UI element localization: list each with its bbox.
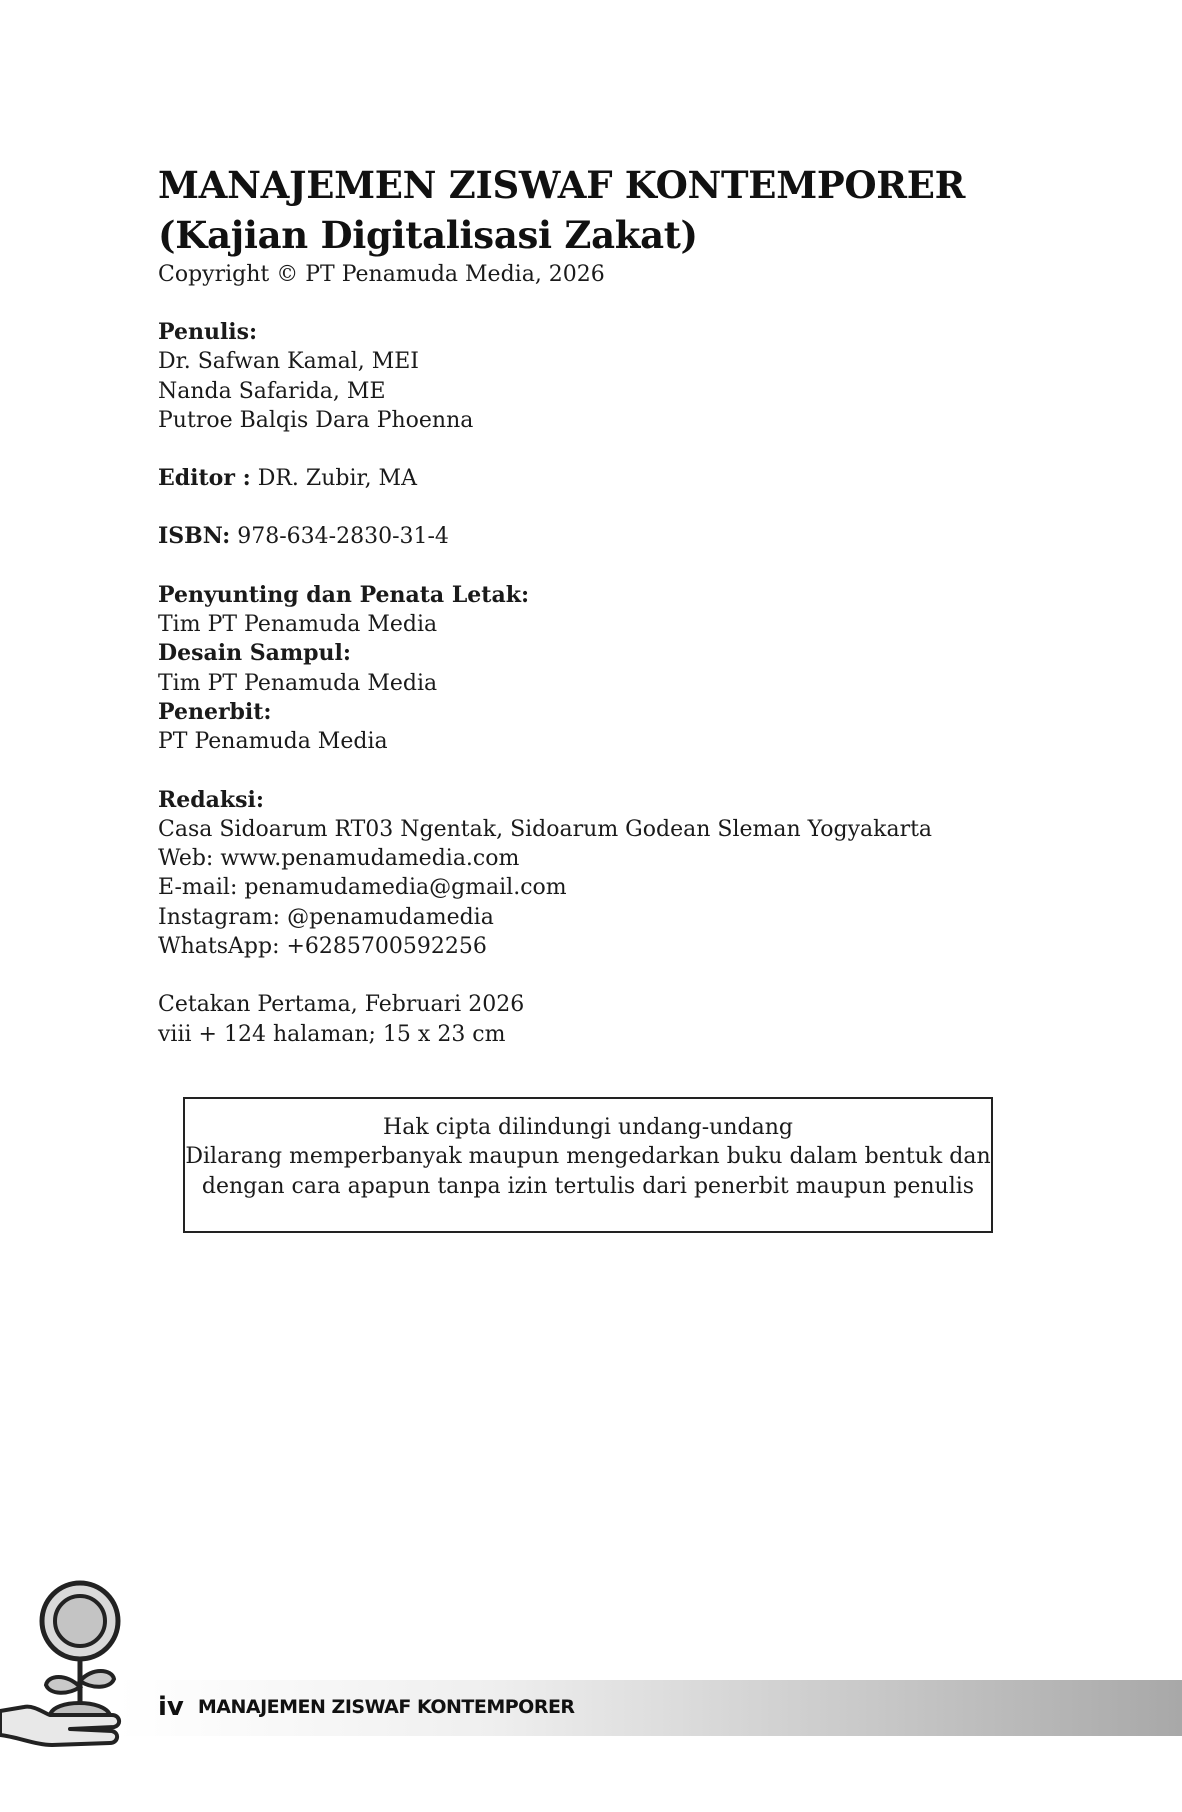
editor-name: DR. Zubir, MA xyxy=(250,466,417,492)
cover-value: Tim PT Penamuda Media xyxy=(158,670,438,696)
isbn-label: ISBN: xyxy=(158,523,231,550)
edition-section xyxy=(158,990,1018,1049)
isbn-value: 978-634-2830-31-4 xyxy=(230,524,449,550)
redaksi-section xyxy=(158,786,1018,962)
publisher-label: Penerbit: xyxy=(158,698,272,725)
notice-line-2: Dilarang memperbanyak maupun mengedarkan buku dalam bentuk dan xyxy=(185,1144,991,1170)
layout-value: Tim PT Penamuda Media xyxy=(158,612,438,638)
edition-print: Cetakan Pertama, Februari 2026 xyxy=(158,992,525,1018)
copyright-line: Copyright © PT Penamuda Media, 2026 xyxy=(158,262,605,287)
layout-label: Penyunting dan Penata Letak: xyxy=(158,581,530,608)
editor-section xyxy=(158,464,1018,493)
redaksi-email: E-mail: penamudamedia@gmail.com xyxy=(158,875,567,901)
redaksi-address: Casa Sidoarum RT03 Ngentak, Sidoarum Godean Sleman Yogyakarta xyxy=(158,816,933,842)
authors-label: Penulis: xyxy=(158,319,258,345)
copyright-notice-box xyxy=(183,1097,993,1233)
notice-line-3: dengan cara apapun tanpa izin tertulis dari penerbit maupun penulis xyxy=(201,1173,975,1199)
credits-section xyxy=(158,581,1018,757)
book-title xyxy=(158,160,1018,260)
publisher-value: PT Penamuda Media xyxy=(158,729,388,755)
redaksi-whatsapp: WhatsApp: +6285700592256 xyxy=(158,934,487,960)
hand-plant-coin-icon xyxy=(0,1575,130,1750)
cover-label: Desain Sampul: xyxy=(158,640,352,667)
running-title: MANAJEMEN ZISWAF KONTEMPORER xyxy=(197,1696,575,1718)
author-name: Putroe Balqis Dara Phoenna xyxy=(158,407,474,433)
running-footer xyxy=(158,1692,575,1722)
notice-line-1: Hak cipta dilindungi undang-undang xyxy=(383,1115,793,1140)
author-name: Nanda Safarida, ME xyxy=(158,378,386,404)
edition-pages: viii + 124 halaman; 15 x 23 cm xyxy=(158,1021,506,1047)
title-line-2: (Kajian Digitalisasi Zakat) xyxy=(158,213,698,257)
isbn-section xyxy=(158,522,1018,551)
imprint-page xyxy=(158,160,1018,1049)
authors-section xyxy=(158,318,1018,435)
redaksi-label: Redaksi: xyxy=(158,786,265,813)
author-name: Dr. Safwan Kamal, MEI xyxy=(158,349,419,375)
page-number: iv xyxy=(158,1692,184,1722)
title-line-1: MANAJEMEN ZISWAF KONTEMPORER xyxy=(158,163,966,207)
redaksi-web: Web: www.penamudamedia.com xyxy=(158,846,520,872)
redaksi-instagram: Instagram: @penamudamedia xyxy=(158,904,494,930)
editor-label: Editor : xyxy=(158,465,251,492)
